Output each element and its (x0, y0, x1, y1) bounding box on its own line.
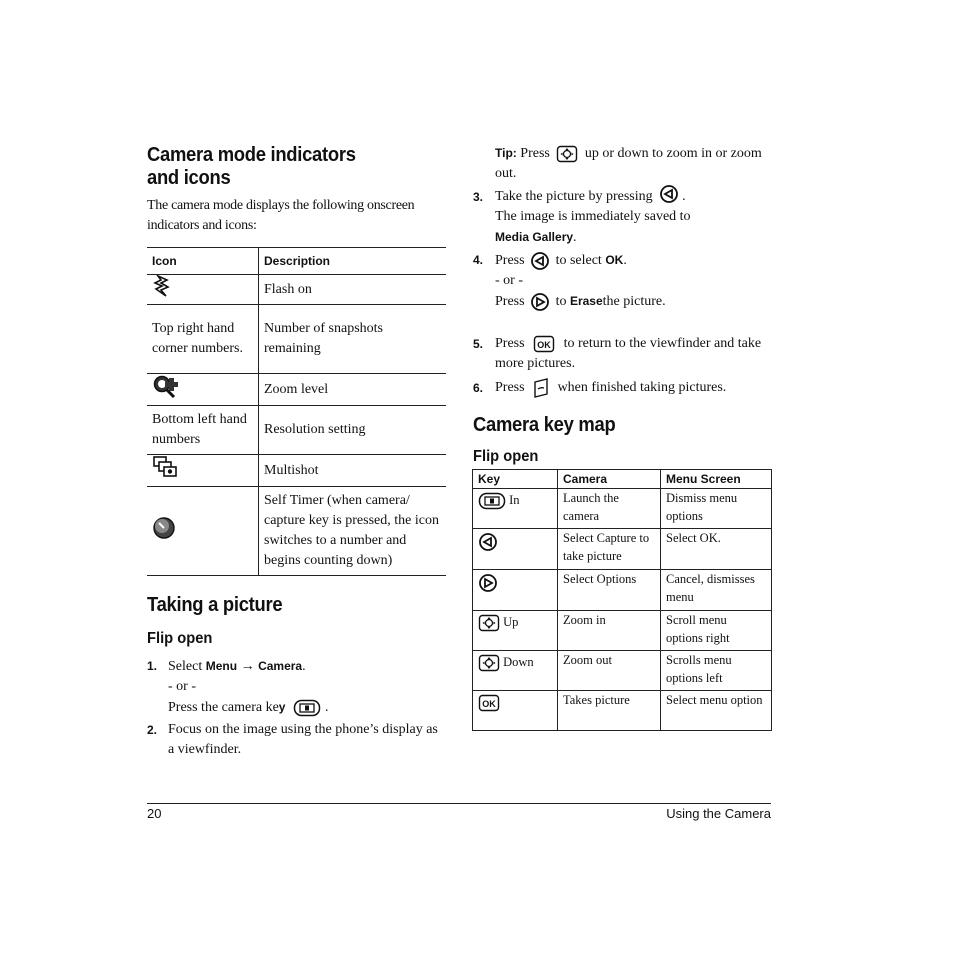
step-2 (147, 720, 447, 760)
step-1: 1. Select Menu → Camera. - or - Press the camera key . (147, 656, 447, 718)
subheading-flip-open: Flip open (473, 448, 539, 465)
step-3: 3. Take the picture by pressing . The image is immediately saved to Media Gallery. (473, 187, 773, 248)
taking-picture-section (147, 594, 447, 648)
row-desc: Multishot (259, 455, 447, 487)
multishot-icon (152, 455, 178, 479)
nav-key-icon (556, 145, 578, 163)
right-softkey-icon (530, 292, 550, 312)
footer-rule (147, 803, 771, 804)
zoom-icon (152, 374, 180, 398)
left-softkey-icon (530, 251, 550, 271)
table-row: Select Capture to take picture Select OK. (473, 529, 772, 570)
svg-text:OK: OK (482, 699, 496, 710)
page-number: 20 (147, 806, 162, 821)
table-row (147, 374, 446, 406)
step-number: 1. (147, 659, 158, 673)
key-map-section (473, 414, 773, 466)
camera-key-icon (478, 492, 506, 510)
row-desc: Resolution setting (259, 406, 447, 455)
step-4: 4. Press to select OK. - or - Press to Erasethe picture. (473, 250, 773, 312)
left-softkey-icon (478, 532, 498, 552)
table-header-key: Key (473, 470, 558, 489)
step-number: 6. (473, 381, 484, 395)
nav-key-icon (478, 614, 500, 632)
table-header-icon: Icon (147, 248, 259, 275)
table-row: In Launch the camera Dismiss menu options (473, 489, 772, 529)
tip: Tip: Press up or down to zoom in or zoom out. (495, 146, 762, 181)
row-desc: Number of snapshots remaining (259, 305, 447, 374)
ok-key-icon (478, 694, 500, 712)
table-row (147, 406, 446, 455)
or-text: - or - (495, 273, 523, 288)
indicator-table (147, 247, 446, 576)
row-icon-text: Bottom left hand numbers (147, 406, 259, 455)
row-desc: Flash on (259, 275, 447, 305)
intro-text: The camera mode displays the following onscreen indicators and icons: (147, 198, 415, 233)
table-header-camera: Camera (558, 470, 661, 489)
table-row (147, 487, 446, 576)
footer-section-title: Using the Camera (666, 806, 771, 821)
step-6: 6. Press when finished taking pictures. (473, 378, 773, 398)
section-heading-key-map: Camera key map (473, 414, 616, 436)
table-row: Up Zoom in Scroll menu options right (473, 611, 772, 651)
row-desc: Zoom level (259, 374, 447, 406)
step-number: 5. (473, 337, 484, 351)
section-heading-indicators: Camera mode indicators and icons (147, 144, 356, 189)
or-text: - or - (168, 679, 196, 694)
left-column (147, 144, 447, 236)
ok-key-icon (533, 335, 555, 353)
self-timer-icon (152, 516, 176, 540)
camera-key-icon (293, 699, 321, 717)
key-map-table (472, 469, 772, 731)
table-row: Down Zoom out Scrolls menu options left (473, 651, 772, 691)
svg-text:OK: OK (537, 339, 551, 350)
table-row (147, 305, 446, 374)
table-header-description: Description (259, 248, 447, 275)
table-row (147, 275, 446, 305)
step-5: 5. Press OK to return to the viewfinder and take more pictures. (473, 336, 762, 371)
left-softkey-icon (659, 184, 679, 204)
right-softkey-icon (478, 573, 498, 593)
table-row: Select Options Cancel, dismisses menu (473, 570, 772, 611)
row-icon-text: Top right hand corner numbers. (147, 305, 259, 374)
step-number: 4. (473, 253, 484, 267)
step-text: Focus on the image using the phone’s display as a viewfinder. (168, 722, 438, 757)
flash-icon (152, 275, 172, 297)
table-header-menu-screen: Menu Screen (661, 470, 772, 489)
nav-key-icon (478, 654, 500, 672)
end-key-icon (532, 378, 550, 398)
row-desc: Self Timer (when camera/ capture key is pressed, the icon switches to a number and begins counting down) (259, 487, 447, 576)
step-number: 2. (147, 723, 158, 737)
section-heading-taking-picture: Taking a picture (147, 594, 283, 616)
subheading-flip-open: Flip open (147, 630, 213, 647)
table-row (147, 455, 446, 487)
table-row: OK Takes picture Select menu option (473, 691, 772, 731)
step-number: 3. (473, 190, 484, 204)
